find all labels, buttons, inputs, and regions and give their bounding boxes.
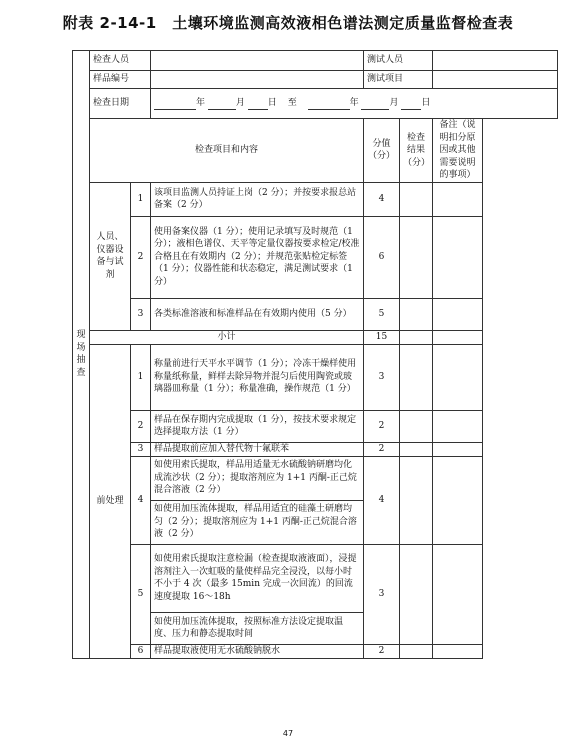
page-number: 47	[282, 729, 294, 738]
inspector-label: 检查人员	[90, 51, 151, 71]
date-year-1: 年	[196, 98, 206, 109]
outer-label: 现场抽查	[76, 330, 86, 378]
item-remark[interactable]	[433, 298, 483, 330]
item-no: 5	[131, 544, 151, 644]
tester-label: 测试人员	[364, 51, 433, 71]
date-month-2: 月	[389, 98, 399, 109]
item-result[interactable]	[400, 298, 433, 330]
item-no: 6	[131, 644, 151, 658]
item-text: 各类标准溶液和标准样品在有效期内使用（5 分）	[151, 298, 364, 330]
item-result[interactable]	[400, 442, 433, 456]
item-result[interactable]	[400, 544, 433, 644]
col-result-header: 检查结果（分）	[400, 119, 433, 183]
item-text-a: 如使用索氏提取，样品用适量无水硫酸钠研磨均化成流沙状（2 分）；提取溶剂应为 1+1 丙酮-正己烷混合溶液（2 分）	[151, 456, 364, 500]
col-content-header: 检查项目和内容	[90, 119, 364, 183]
item-score: 2	[364, 644, 400, 658]
inspection-table	[72, 50, 558, 659]
item-result[interactable]	[400, 182, 433, 216]
sample-label: 样品编号	[90, 71, 151, 89]
col-remark-header: 备注（说明扣分原因或其他需要说明的事项）	[433, 119, 483, 183]
item-text-b: 如使用加压流体提取，按照标准方法设定提取温度、压力和静态提取时间	[151, 612, 364, 644]
item-no: 4	[131, 456, 151, 544]
date-month-1: 月	[235, 98, 245, 109]
item-remark[interactable]	[433, 182, 483, 216]
item-no: 3	[131, 442, 151, 456]
item-result[interactable]	[400, 344, 433, 410]
item-remark[interactable]	[433, 456, 483, 544]
item-score: 3	[364, 344, 400, 410]
item-result[interactable]	[400, 410, 433, 442]
outer-label-cell	[73, 51, 90, 659]
item-score: 5	[364, 298, 400, 330]
subtotal-remark[interactable]	[433, 330, 483, 344]
item-text: 使用备案仪器（1 分）；使用记录填写及时规范（1 分）；液相色谱仪、天平等定量仪器按要求检定/校准合格且在有效期内（2 分）；并规范张贴检定标签（1 分）；仪器性能和状态稳定，满足测试要求（1 分）	[151, 216, 364, 298]
date-to: 至	[287, 98, 297, 109]
test-item-label: 测试项目	[364, 71, 433, 89]
section-name: 前处理	[90, 344, 131, 658]
item-remark[interactable]	[433, 216, 483, 298]
tester-value[interactable]	[433, 51, 558, 71]
subtotal-label: 小计	[90, 330, 364, 344]
item-remark[interactable]	[433, 344, 483, 410]
date-year-2: 年	[349, 98, 359, 109]
item-remark[interactable]	[433, 644, 483, 658]
item-score: 6	[364, 216, 400, 298]
item-remark[interactable]	[433, 544, 483, 644]
item-text-a: 如使用索氏提取注意检漏（检查提取液液面），浸提溶剂注入一次虹吸的量使样品完全浸没，以每小时不小于 4 次（最多 15min 完成一次回流）的回流速度提取 16～18h	[151, 544, 364, 612]
item-text: 样品提取液使用无水硫酸钠脱水	[151, 644, 364, 658]
date-day-2: 日	[421, 98, 431, 109]
item-score: 4	[364, 456, 400, 544]
sample-value[interactable]	[151, 71, 364, 89]
col-score-header: 分值（分）	[364, 119, 400, 183]
subtotal-score: 15	[364, 330, 400, 344]
item-text: 样品提取前应加入替代物十氟联苯	[151, 442, 364, 456]
inspector-value[interactable]	[151, 51, 364, 71]
item-no: 3	[131, 298, 151, 330]
page-title: 附表 2-14-1 土壤环境监测高效液相色谱法测定质量监督检查表	[62, 14, 514, 32]
item-no: 1	[131, 182, 151, 216]
item-result[interactable]	[400, 644, 433, 658]
item-no: 2	[131, 410, 151, 442]
item-score: 4	[364, 182, 400, 216]
date-day-1: 日	[267, 98, 277, 109]
item-result[interactable]	[400, 216, 433, 298]
item-score: 3	[364, 544, 400, 644]
item-remark[interactable]	[433, 410, 483, 442]
item-text: 该项目监测人员持证上岗（2 分）；并按要求报总站备案（2 分）	[151, 182, 364, 216]
item-text-b: 如使用加压流体提取，样品用适宜的硅藻土研磨均匀（2 分）；提取溶剂应为 1+1 丙酮-正己烷混合溶液（2 分）	[151, 500, 364, 544]
item-remark[interactable]	[433, 442, 483, 456]
item-score: 2	[364, 442, 400, 456]
item-score: 2	[364, 410, 400, 442]
date-range[interactable]	[151, 89, 558, 119]
item-text: 称量前进行天平水平调节（1 分）；冷冻干燥样使用称量纸称量，鲜样去除异物并混匀后使用陶瓷或玻璃器皿称量（1 分）；称量准确，操作规范（1 分）	[151, 344, 364, 410]
date-label: 检查日期	[90, 89, 151, 119]
section-name: 人员、仪器设备与试剂	[90, 182, 131, 330]
item-no: 1	[131, 344, 151, 410]
item-no: 2	[131, 216, 151, 298]
item-result[interactable]	[400, 456, 433, 544]
subtotal-result[interactable]	[400, 330, 433, 344]
test-item-value[interactable]	[433, 71, 558, 89]
item-text: 样品在保存期内完成提取（1 分），按技术要求规定选择提取方法（1 分）	[151, 410, 364, 442]
